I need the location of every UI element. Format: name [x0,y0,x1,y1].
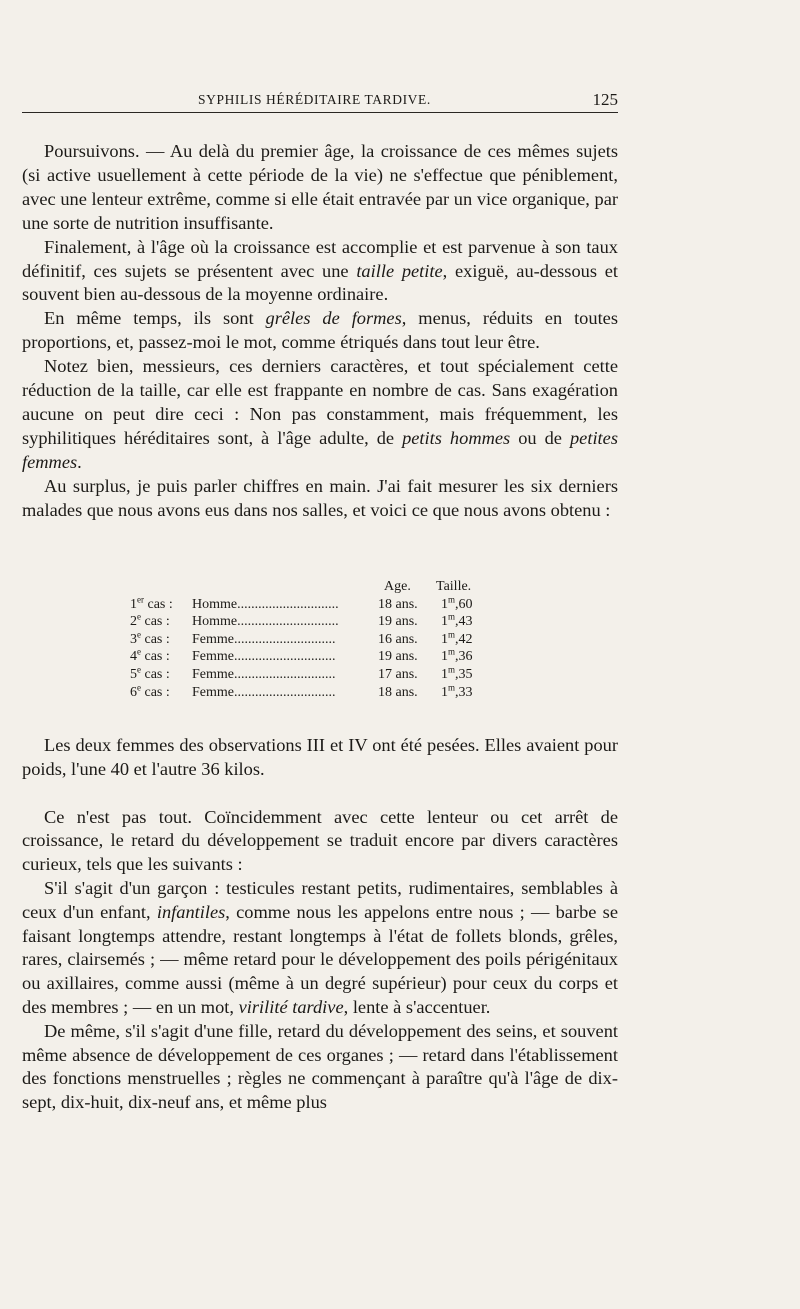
paragraph: Finalement, à l'âge où la croissance est accomplie et est parvenue à son taux définitif, ces sujets se présentent avec une taille petite, exiguë, au-dessous et souvent bien au-dessous de la moyenne ordinaire. [22,236,618,305]
paragraph: Notez bien, messieurs, ces derniers caractères, et tout spécialement cette réduction de la taille, car elle est frappante en nombre de cas. Sans exagération aucune on peut dire ceci : Non pas constamment, mais fréquemment, les syphilitiques héréditaires sont, à l'âge adulte, de petits hommes ou de petites femmes. [22,356,618,472]
paragraph: En même temps, ils sont grêles de formes, menus, réduits en toutes proportions, et, passez-moi le mot, comme étriqués dans tout leur être. [22,308,619,353]
case-label: 3e cas : [130,629,170,647]
case-sex: Femme............................. [192,666,336,682]
case-height: 1$^m$,33 [441,681,473,700]
running-head: SYPHILIS HÉRÉDITAIRE TARDIVE. [198,92,431,107]
column-header-age: Age. [384,579,411,594]
paragraph: De même, s'il s'agit d'une fille, retard du développement des seins, et souvent même absence de développement de ces organes ; — retard dans l'établissement des fonctions menstruelles ; règles ne commençant à paraître qu'à l'âge de dix-sept, dix-huit, dix-neuf ans, et même plus [22,1020,618,1113]
case-sex: Femme............................. [192,631,336,647]
paragraph: Au surplus, je puis parler chiffres en main. J'ai fait mesurer les six derniers malades que nous avons eus dans nos salles, et voici ce que nous avons obtenu : [22,475,618,520]
emphasis: petites femmes [22,427,618,472]
measurements-table [130,578,530,701]
case-height: 1$^m$,42 [441,629,473,647]
case-height: 1$^m$,43 [441,611,473,630]
emphasis: taille petite [356,260,443,281]
case-sex: Homme............................. [192,596,339,612]
case-sex: Femme............................. [192,684,336,700]
table-row [130,593,530,614]
case-age: 16 ans. [378,631,418,647]
page-number: 125 [592,90,618,109]
case-age: 19 ans. [378,649,418,665]
table-row [130,681,530,702]
paragraph: Poursuivons. — Au delà du premier âge, la croissance de ces mêmes sujets (si active usuellement à cette période de la vie) ne s'effectue que péniblement, avec une lenteur extrême, comme si elle était entravée par un vice organique, par une sorte de nutrition insuffisante. [22,141,618,233]
table-row [130,648,530,666]
emphasis: grêles de formes [265,308,402,329]
body-text-bottom [22,734,618,1115]
emphasis: infantiles [156,901,226,922]
paragraph: Les deux femmes des observations III et IV ont été pesées. Elles avaient pour poids, l'une 40 et l'autre 36 kilos. [22,735,618,779]
table-row [130,666,530,684]
case-height: 1$^m$,60 [441,593,473,612]
table-row [130,613,530,631]
body-text-top [22,140,618,523]
case-label: 6e cas : [130,681,170,700]
emphasis: petits hommes [402,427,511,448]
case-age: 17 ans. [378,666,418,682]
case-label: 4e cas : [130,646,170,665]
paragraph: Ce n'est pas tout. Coïncidemment avec cette lenteur ou cet arrêt de croissance, le retard du développement se traduit encore par divers caractères curieux, tels que les suivants : [22,806,618,875]
case-height: 1$^m$,35 [441,664,473,682]
table-header-row [130,578,530,596]
case-age: 18 ans. [378,684,418,700]
case-label: 5e cas : [130,664,170,682]
column-header-height: Taille. [436,579,472,594]
table-row [130,631,530,649]
emphasis: virilité tardive [238,996,344,1017]
page-header [22,88,618,113]
paragraph: S'il s'agit d'un garçon : testicules restant petits, rudimentaires, semblables à ceux d'un enfant, infantiles, comme nous les appelons entre nous ; — barbe se faisant longtemps attendre, restant longtemps à l'état de follets blonds, grêles, rares, clairsemés ; — même retard pour le développement des poils périgénitaux ou axillaires, comme aussi (même à un degré supérieur) pour ceux du corps et des membres ; — en un mot, virilité tardive, lente à s'accentuer. [22,877,618,1017]
case-sex: Homme............................. [192,614,339,630]
case-height: 1$^m$,36 [441,646,473,665]
case-label: 1er cas : [130,593,173,612]
case-sex: Femme............................. [192,649,336,665]
case-label: 2e cas : [130,611,170,630]
case-age: 18 ans. [378,596,418,612]
case-age: 19 ans. [378,614,418,630]
